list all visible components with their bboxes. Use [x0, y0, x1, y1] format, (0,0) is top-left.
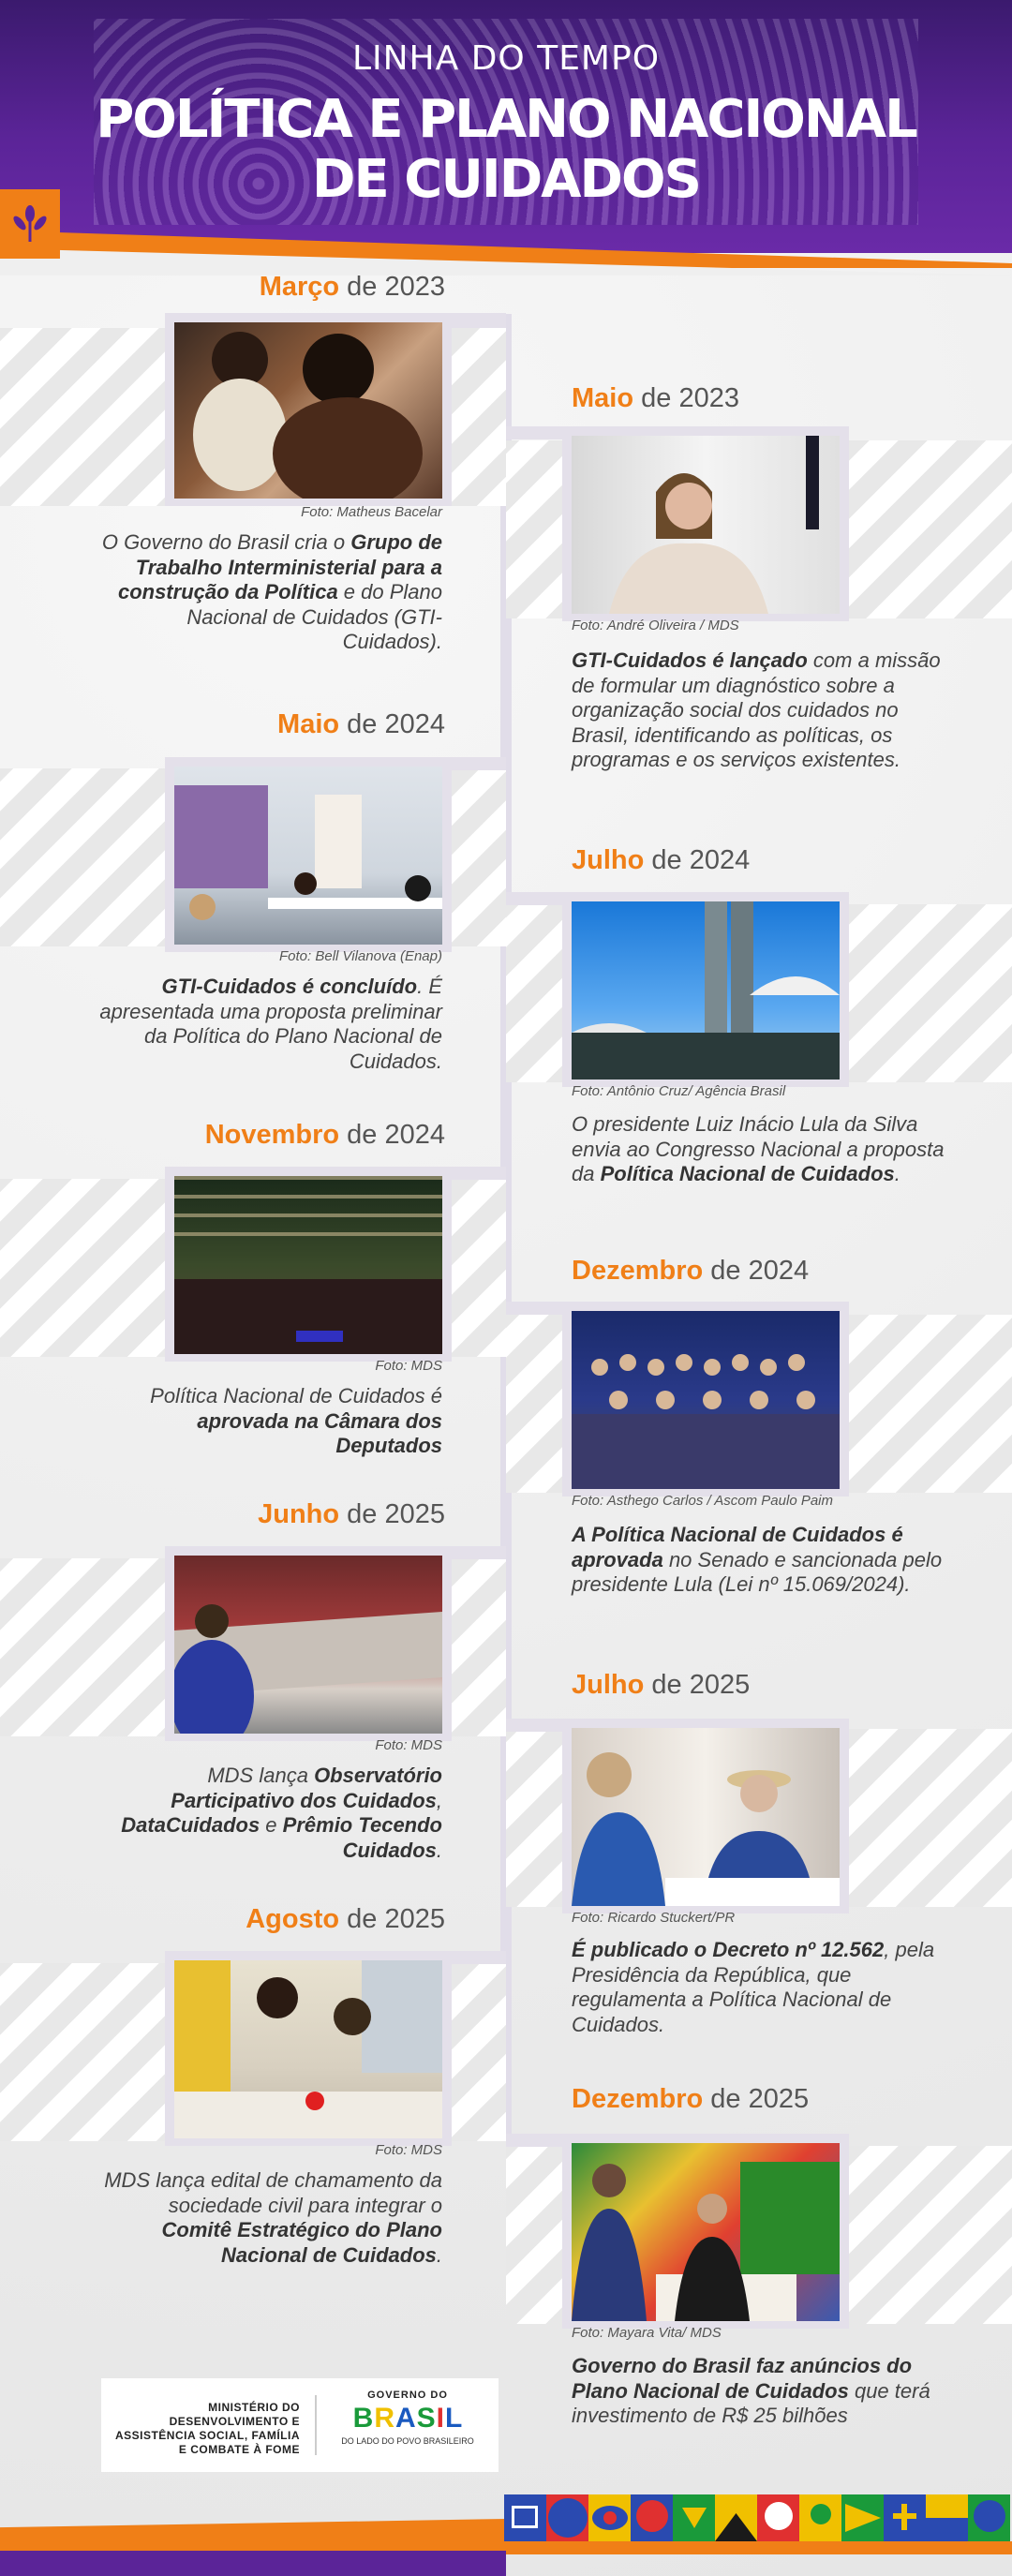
- photo-credit: Foto: Ricardo Stuckert/PR: [572, 1910, 736, 1926]
- event-description: GTI-Cuidados é concluído. É apresentada uma proposta preliminar da Política do Plano Nacional de Cuidados.: [99, 975, 442, 1073]
- photo-credit: Foto: MDS: [375, 1358, 442, 1374]
- brand-letter: B: [352, 2403, 374, 2434]
- event-date: Maio de 2023: [572, 383, 739, 413]
- event-date: Junho de 2025: [258, 1499, 445, 1529]
- event-date: Agosto de 2025: [246, 1904, 445, 1934]
- footer-purple-band: [0, 2551, 506, 2576]
- brand-letter: S: [416, 2403, 436, 2434]
- title-line-1: POLÍTICA E PLANO NACIONAL: [96, 89, 916, 150]
- event-description: GTI-Cuidados é lançado com a missão de formular um diagnóstico sobre a organização social dos cuidados no Brasil, identificando as políticas, os programas e os serviços existentes.: [572, 648, 941, 771]
- event-photo: [174, 1176, 442, 1354]
- brand-letter: R: [374, 2403, 394, 2434]
- event-description: Governo do Brasil faz anúncios do Plano Nacional de Cuidados que terá investimento de R$ 25 bilhões: [572, 2354, 930, 2427]
- ministry-name: MINISTÉRIO DO DESENVOLVIMENTO E ASSISTÊNCIA SOCIAL, FAMÍLIA E COMBATE À FOME: [114, 2401, 300, 2456]
- title-line-2: DE CUIDADOS: [312, 149, 700, 210]
- photo-credit: Foto: MDS: [375, 1737, 442, 1753]
- tile: [757, 2494, 799, 2541]
- page-kicker: LINHA DO TEMPO: [351, 39, 661, 78]
- photo-credit: Foto: Matheus Bacelar: [301, 504, 442, 520]
- event-date: Julho de 2024: [572, 845, 751, 875]
- tile: [504, 2494, 546, 2541]
- tile: [631, 2494, 673, 2541]
- tile: [799, 2494, 841, 2541]
- event-date: Novembro de 2024: [204, 1120, 445, 1150]
- brand-letter: A: [394, 2403, 416, 2434]
- event-photo: [572, 2143, 840, 2321]
- photo-credit: Foto: Bell Vilanova (Enap): [279, 948, 442, 964]
- event-photo: [572, 1311, 840, 1489]
- photo-credit: Foto: Mayara Vita/ MDS: [572, 2325, 722, 2341]
- event-date: Julho de 2025: [572, 1670, 751, 1700]
- event-photo: [572, 901, 840, 1080]
- event-photo: [174, 1556, 442, 1734]
- page-title: [0, 90, 1012, 210]
- tile: [673, 2494, 715, 2541]
- logo-divider: [315, 2395, 317, 2455]
- tile: [884, 2494, 926, 2541]
- event-description: Política Nacional de Cuidados é aprovada na Câmara dos Deputados: [150, 1384, 442, 1457]
- event-photo: [572, 1728, 840, 1906]
- event-photo: [572, 436, 840, 614]
- footer-bar: [506, 2541, 1012, 2554]
- photo-credit: Foto: Antônio Cruz/ Agência Brasil: [572, 1083, 786, 1099]
- event-description: O Governo do Brasil cria o Grupo de Trabalho Interministerial para a construção da Política e do Plano Nacional de Cuidados (GTI-Cuidados).: [101, 530, 442, 653]
- photo-credit: Foto: André Oliveira / MDS: [572, 618, 739, 633]
- event-description: MDS lança Observatório Participativo dos Cuidados, DataCuidados e Prêmio Tecendo Cuidados.: [121, 1764, 442, 1862]
- gov-top-label: GOVERNO DO: [367, 2390, 448, 2401]
- event-photo: [174, 1960, 442, 2138]
- photo-credit: Foto: Asthego Carlos / Ascom Paulo Paim: [572, 1493, 834, 1509]
- event-description: A Política Nacional de Cuidados é aprovada no Senado e sancionada pelo presidente Lula (Lei nº 15.069/2024).: [572, 1523, 943, 1596]
- event-photo: [174, 322, 442, 499]
- tile: [546, 2494, 588, 2541]
- tile: [588, 2494, 631, 2541]
- governo-do-brasil-logo: [328, 2390, 487, 2464]
- brand-letter: I: [436, 2403, 445, 2434]
- event-date: Março de 2023: [259, 272, 445, 302]
- tile: [968, 2494, 1010, 2541]
- event-date: Maio de 2024: [277, 709, 445, 739]
- event-description: MDS lança edital de chamamento da sociedade civil para integrar o Comitê Estratégico do Plano Nacional de Cuidados.: [104, 2168, 442, 2267]
- brand-letter: L: [445, 2403, 463, 2434]
- tile: [841, 2494, 884, 2541]
- tile: [926, 2494, 968, 2541]
- flower-logo-icon: [9, 204, 51, 246]
- logo-box: [0, 189, 60, 259]
- gov-slogan: DO LADO DO POVO BRASILEIRO: [341, 2436, 474, 2446]
- decorative-tiles: [504, 2494, 1012, 2541]
- photo-credit: Foto: MDS: [375, 2142, 442, 2158]
- event-photo: [174, 767, 442, 945]
- event-date: Dezembro de 2025: [572, 2084, 810, 2114]
- gov-brand: [328, 2404, 487, 2434]
- event-date: Dezembro de 2024: [572, 1256, 810, 1286]
- event-description: É publicado o Decreto nº 12.562, pela Presidência da República, que regulamenta a Política Nacional de Cuidados.: [572, 1938, 935, 2036]
- government-logo-block: [101, 2378, 499, 2472]
- header-banner: [0, 0, 1012, 253]
- tile: [715, 2494, 757, 2541]
- event-description: O presidente Luiz Inácio Lula da Silva envia ao Congresso Nacional a proposta da Política Nacional de Cuidados.: [572, 1112, 945, 1185]
